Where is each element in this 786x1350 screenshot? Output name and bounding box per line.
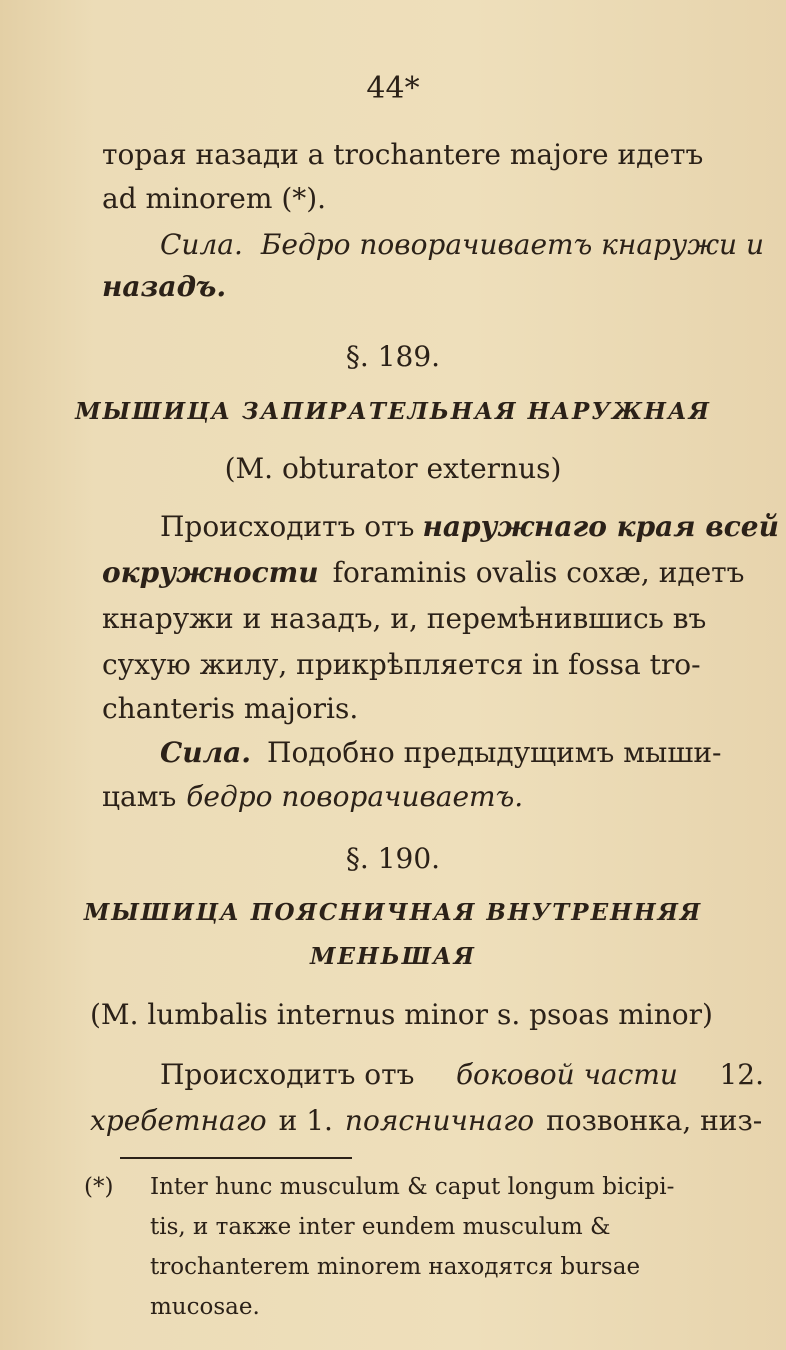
text-line <box>160 736 764 770</box>
footnote-rule <box>120 1157 352 1159</box>
text-span: foraminis ovalis coxæ, идетъ <box>332 556 745 589</box>
text-line <box>90 1104 764 1138</box>
text-span: 12. <box>719 1058 764 1091</box>
sila-label: Сила. <box>160 228 243 261</box>
section-number: §. 190. <box>345 842 441 875</box>
footnote-line: trochanterem minorem находятся bursae <box>150 1254 641 1280</box>
latin-name: (M. obturator externus) <box>224 452 562 485</box>
text-span: окружности <box>102 556 319 589</box>
footnote-line: tis, и также inter eundem musculum & <box>150 1214 611 1240</box>
text-span: Происходитъ отъ <box>160 510 415 543</box>
text-span: позвонка, низ- <box>546 1104 763 1137</box>
text-span: Бедро поворачиваетъ кнаружи и <box>260 228 764 261</box>
text-line: назадъ. <box>102 270 227 303</box>
text-span: боковой части <box>455 1058 678 1091</box>
section-heading: МЫШИЦА ЗАПИРАТЕЛЬНАЯ НАРУЖНАЯ <box>75 398 711 425</box>
text-line: кнаружи и назадъ, и, перемѣнившись въ <box>102 602 707 635</box>
section-number: §. 189. <box>345 340 441 373</box>
text-line <box>102 556 764 590</box>
section-heading: МЕНЬШАЯ <box>310 943 476 970</box>
text-span: наружнаго края всей <box>422 510 779 543</box>
text-span: Подобно предыдущимъ мыши- <box>267 736 722 769</box>
text-line: сухую жилу, прикрѣпляется in fossa tro- <box>102 648 701 681</box>
text-line <box>102 780 523 814</box>
text-span: хребетнаго <box>90 1104 267 1137</box>
text-span: и 1. <box>278 1104 333 1137</box>
footnote-mark: (*) <box>84 1174 114 1200</box>
sila-label: Сила. <box>160 736 252 769</box>
section-heading: МЫШИЦА ПОЯСНИЧНАЯ ВНУТРЕННЯЯ <box>83 899 703 926</box>
text-line <box>160 510 779 544</box>
text-span: цамъ <box>102 780 177 813</box>
text-span: Происходитъ отъ <box>160 1058 415 1091</box>
text-line: chanteris majoris. <box>102 692 359 725</box>
text-line <box>102 138 764 172</box>
footnote-line: Inter hunc musculum & caput longum bicipi- <box>150 1174 675 1200</box>
page-number: 44* <box>366 71 420 106</box>
text-span: тopая назади а trochantere majore идетъ <box>102 138 704 171</box>
footnote-line: mucosae. <box>150 1294 260 1320</box>
text-span: бедро поворачиваетъ. <box>186 780 524 813</box>
text-line <box>160 1058 764 1092</box>
text-line: ad minorem (*). <box>102 182 327 215</box>
text-span: поясничнаго <box>344 1104 535 1137</box>
latin-name: (M. lumbalis internus minor s. psoas minor) <box>90 998 713 1031</box>
text-line <box>160 228 764 262</box>
